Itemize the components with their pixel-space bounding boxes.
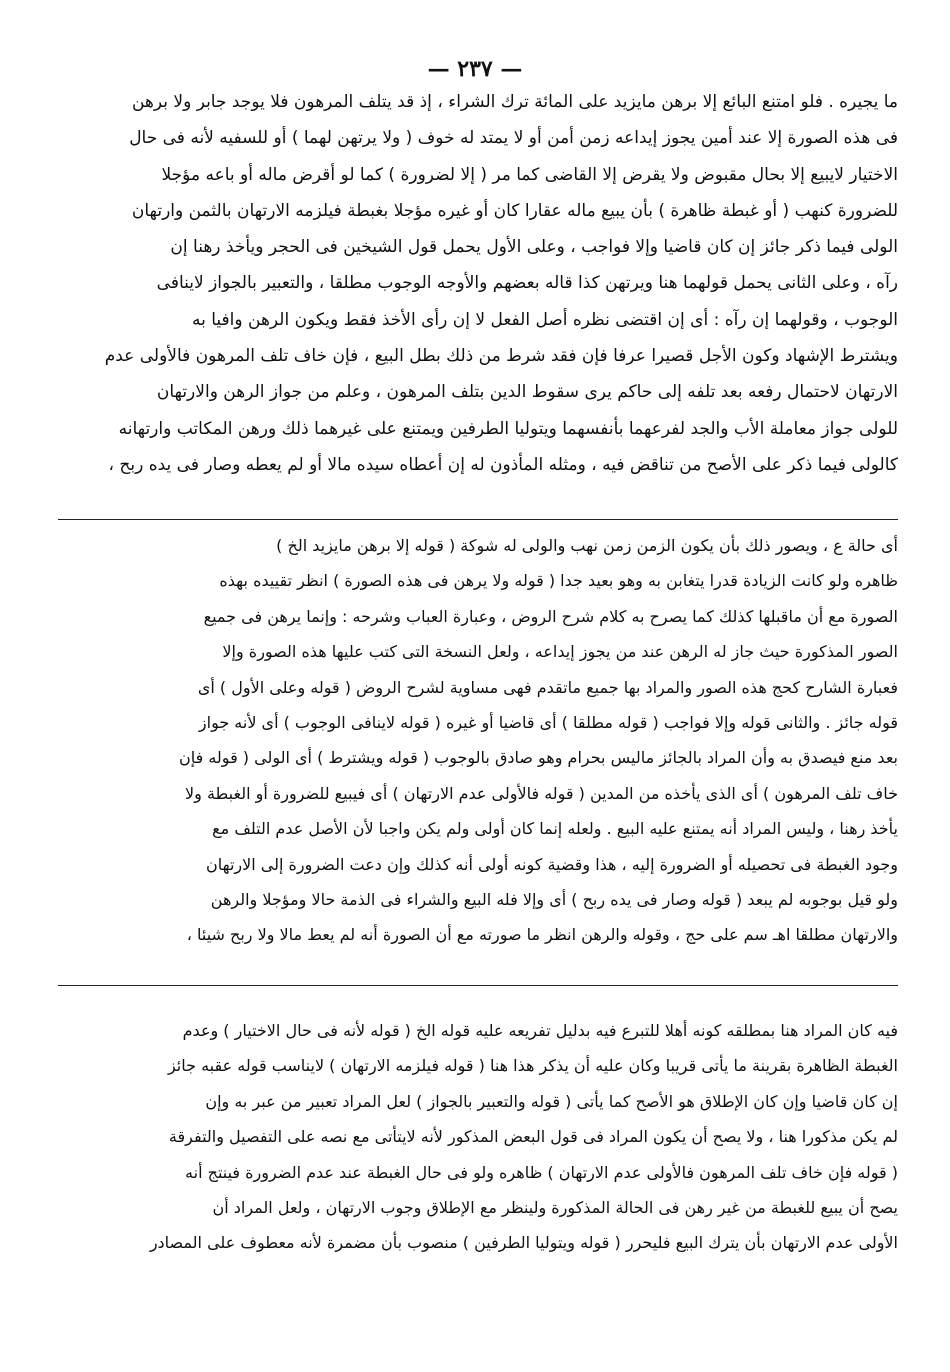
footnote-line: بعد منع فيصدق به وأن المراد بالجائز ماليس بحرام وهو صادق بالوجوب ( قوله ويشترط ) أى الولى ( قوله فإن bbox=[178, 748, 898, 768]
main-text-line: الولى فيما ذكر جائز إن كان قاضيا وإلا فواجب ، وعلى الأول يحمل قول الشيخين فى الحجر ويأخذ رهنا إن bbox=[170, 237, 898, 258]
footnote-line: الغبطة الظاهرة بقرينة ما يأتى قريبا وكان عليه أن يذكر هذا هنا ( قوله فيلزمه الارتهان ) لايناسب قوله عقبه جائز bbox=[167, 1056, 898, 1076]
footnote-separator-2 bbox=[58, 985, 898, 986]
main-text bbox=[58, 84, 898, 483]
main-text-line: رآه ، وعلى الثانى يحمل قولهما هنا ويرتهن كذا قاله بعضهم والأوجه الوجوب مطلقا ، والتعبير بالجواز لاينافى bbox=[156, 273, 898, 294]
main-text-line: الارتهان لاحتمال رفعه بعد تلفه إلى حاكم يرى سقوط الدين بتلف المرهون ، وعلم من جواز الرهن والارتهان bbox=[156, 382, 898, 403]
main-text-line: ويشترط الإشهاد وكون الأجل قصيرا عرفا فإن فقد شرط من ذلك بطل البيع ، فإن خاف تلف المرهون فالأولى عدم bbox=[104, 346, 898, 367]
main-text-line: للولى جواز معاملة الأب والجد لفرعهما بأنفسهما ويتوليا الطرفين ويمتنع على غيرهما ذلك ورهن المكاتب وارتهانه bbox=[118, 418, 898, 439]
main-text-line: كالولى فيما ذكر على الأصح من تناقض فيه ، ومثله المأذون له إن أعطاه سيده مالا أو لم يعطه وصار فى يده ربح ، bbox=[108, 454, 898, 475]
main-text-line: ما يجيره . فلو امتنع البائع إلا برهن مايزيد على المائة ترك الشراء ، إذ قد يتلف المرهون فلا يوجد جابر ولا برهن bbox=[131, 92, 898, 112]
main-text-line: الوجوب ، وقولهما إن رآه : أى إن اقتضى نظره أصل الفعل لا إن رأى الأخذ فقط ويكون الرهن وافيا به bbox=[191, 309, 898, 330]
footnote-line: ( قوله فإن خاف تلف المرهون فالأولى عدم الارتهان ) ظاهره ولو فى حال الغبطة عند عدم الضرورة فينتج أنه bbox=[185, 1162, 898, 1182]
footnote-line: يأخذ رهنا ، وليس المراد أنه يمتنع عليه البيع . ولعله إنما كان أولى ولم يكن واجبا لأن الأصل عدم التلف مع bbox=[212, 819, 898, 839]
main-text-line: للضرورة كنهب ( أو غبطة ظاهرة ) بأن يبيع ماله عقارا كان أو غيره مؤجلا بغبطة فيلزمه الارتهان بالثمن وارتهان bbox=[131, 200, 898, 221]
footnote-line: فيه كان المراد هنا بمطلقه كونه أهلا للتبرع فيه بدليل تفريعه عليه قوله الخ ( قوله لأنه فى حال الاختيار ) وعدم bbox=[182, 1021, 898, 1040]
footnote-line: الأولى عدم الارتهان بأن يترك البيع فليحرر ( قوله ويتوليا الطرفين ) منصوب بأن مضمرة لأنه معطوف على المصادر bbox=[149, 1233, 898, 1253]
footnote-2 bbox=[58, 1013, 898, 1261]
footnote-line: يصح أن يبيع للغبطة من غير رهن فى الحالة المذكورة ولينظر مع الإطلاق وجوب الارتهان ، ولعل المراد أن bbox=[212, 1197, 898, 1217]
footnote-line: قوله جائز . والثانى قوله وإلا فواجب ( قوله مطلقا ) أى قاضيا أو غيره ( قوله لاينافى الوجوب ) أى لأنه جواز bbox=[198, 712, 898, 732]
main-text-line: الاختيار لايبيع إلا بحال مقبوض ولا يقرض إلا القاضى كما مر ( إلا لضرورة ) كما لو أقرض ماله أو باعه مؤجلا bbox=[161, 164, 898, 185]
footnote-line: أى حالة ع ، ويصور ذلك بأن يكون الزمن زمن نهب والولى له شوكة ( قوله إلا برهن مايزيد الخ ) bbox=[276, 536, 898, 555]
footnote-line: فعبارة الشارح كحج هذه الصور والمراد بها جميع ماتقدم فهى مساوية لشرح الروض ( قوله وعلى الأول ) أى bbox=[197, 677, 898, 697]
footnote-line: والارتهان مطلقا اهـ سم على حج ، وقوله والرهن انظر ما صورته مع أن الصورة أنه لم يعط مالا ولا ربح شيئا ، bbox=[186, 925, 898, 945]
footnote-line: الصورة مع أن ماقبلها كذلك كما يصرح به كلام شرح الروض ، وعبارة العباب وشرحه : وإنما يرهن فى جميع bbox=[203, 606, 898, 626]
footnote-line: خاف تلف المرهون ) أى الذى يأخذه من المدين ( قوله فالأولى عدم الارتهان ) أى فيبيع للضرورة أو الغبطة ولا bbox=[185, 783, 898, 803]
footnote-line: لم يكن مذكورا هنا ، ولا يصح أن يكون المراد فى قول البعض المذكور لأنه لايتأتى مع نصه على التفصيل والتفرقة bbox=[168, 1127, 898, 1147]
footnote-line: ولو قيل بوجوبه لم يبعد ( قوله وصار فى يده ربح ) أى وإلا فله البيع والشراء فى الذمة حالا ومؤجلا والرهن bbox=[210, 889, 898, 909]
footnote-line: وجود الغبطة فى تحصيله أو الضرورة إليه ، هذا وقضية كونه أولى أنه كذلك وإن دعت الضرورة إلى الارتهان bbox=[205, 854, 898, 874]
footnote-line: إن كان قاضيا وإن كان الإطلاق هو الأصح كما يأتى ( قوله والتعبير بالجواز ) لعل المراد تعبير من عبر به وإن bbox=[205, 1091, 898, 1111]
main-text-line: فى هذه الصورة إلا عند أمين يجوز إيداعه زمن أمن أو لا يمتد له خوف ( ولا يرتهن لهما ) أو للسفيه لأنه فى حال bbox=[129, 128, 898, 149]
page-number: — ٢٣٧ — bbox=[427, 56, 523, 82]
footnote-line: الصور المذكورة حيث جاز له الرهن عند من يجوز إيداعه ، ولعل النسخة التى كتب عليها هذه الصورة وإلا bbox=[222, 642, 898, 662]
footnote-line: ظاهره ولو كانت الزيادة قدرا يتغابن به وهو بعيد جدا ( قوله ولا يرهن فى هذه الصورة ) انظر تقييده بهذه bbox=[219, 571, 898, 591]
footnote-separator-1 bbox=[58, 519, 898, 520]
footnote-1 bbox=[58, 528, 898, 953]
